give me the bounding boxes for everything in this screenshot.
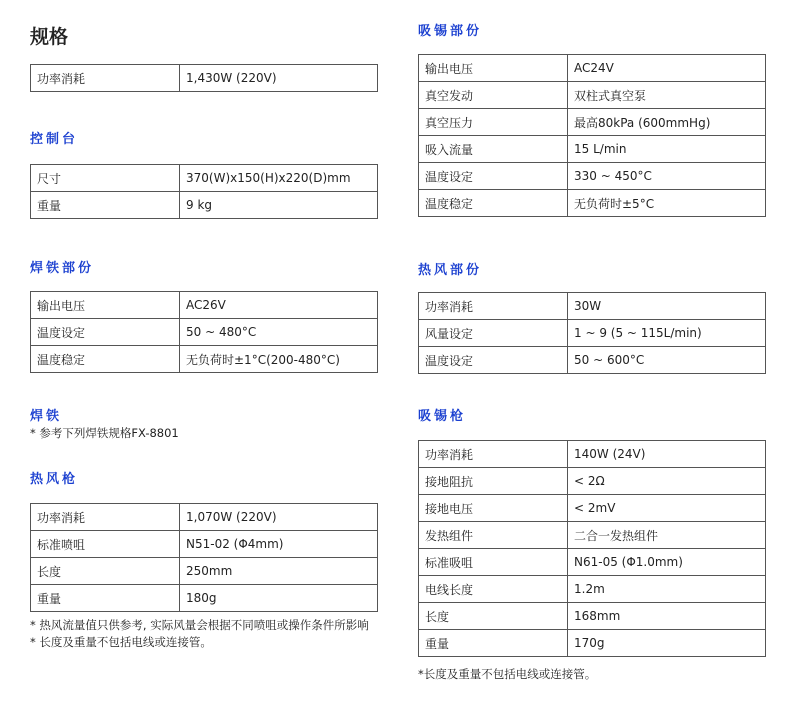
- table-row: [419, 347, 766, 374]
- table-row: [419, 163, 766, 190]
- spec-key: 温度稳定: [419, 190, 568, 217]
- spec-key: 重量: [419, 630, 568, 657]
- section-title-hotair-gun: 热风枪: [30, 472, 79, 487]
- table-row: [419, 82, 766, 109]
- table-row: [419, 603, 766, 630]
- spec-value: 168mm: [568, 603, 766, 630]
- hotair-gun-note-length: * 长度及重量不包括电线或连接管。: [30, 635, 212, 649]
- spec-key: 输出电压: [419, 55, 568, 82]
- spec-key: 温度设定: [419, 347, 568, 374]
- spec-key: 接地阻抗: [419, 468, 568, 495]
- spec-key: 重量: [31, 192, 180, 219]
- spec-value: 50 ~ 480°C: [180, 319, 378, 346]
- table-row: [419, 495, 766, 522]
- spec-value: 140W (24V): [568, 441, 766, 468]
- table-row: [419, 109, 766, 136]
- table-row: [31, 531, 378, 558]
- spec-value: 370(W)x150(H)x220(D)mm: [180, 165, 378, 192]
- spec-key: 温度设定: [419, 163, 568, 190]
- spec-value: 1,070W (220V): [180, 504, 378, 531]
- spec-key: 功率消耗: [31, 504, 180, 531]
- spec-key: 温度设定: [31, 319, 180, 346]
- table-row: [31, 504, 378, 531]
- power-table: [30, 64, 378, 92]
- spec-key: 真空发动: [419, 82, 568, 109]
- table-row: [419, 441, 766, 468]
- table-row: [419, 190, 766, 217]
- spec-value: AC26V: [180, 292, 378, 319]
- spec-key: 吸入流量: [419, 136, 568, 163]
- iron-note: * 参考下列焊铁规格FX-8801: [30, 426, 179, 440]
- spec-value: AC24V: [568, 55, 766, 82]
- table-row: [31, 65, 378, 92]
- spec-key: 接地电压: [419, 495, 568, 522]
- spec-key: 发热组件: [419, 522, 568, 549]
- spec-value: 250mm: [180, 558, 378, 585]
- table-row: [419, 630, 766, 657]
- table-row: [31, 319, 378, 346]
- table-row: [419, 549, 766, 576]
- spec-key: 功率消耗: [419, 441, 568, 468]
- spec-key: 标准吸咀: [419, 549, 568, 576]
- spec-key: 重量: [31, 585, 180, 612]
- table-row: [31, 585, 378, 612]
- spec-value: 15 L/min: [568, 136, 766, 163]
- spec-value: 1.2m: [568, 576, 766, 603]
- spec-value: < 2mV: [568, 495, 766, 522]
- table-row: [31, 346, 378, 373]
- section-title-hotair: 热风部份: [418, 263, 483, 278]
- desolder-gun-table: [418, 440, 766, 657]
- spec-key: 功率消耗: [419, 293, 568, 320]
- spec-value: 9 kg: [180, 192, 378, 219]
- table-row: [419, 55, 766, 82]
- section-title-desolder-gun: 吸锡枪: [418, 409, 467, 424]
- hotair-table: [418, 292, 766, 374]
- desolder-gun-note: *长度及重量不包括电线或连接管。: [418, 667, 597, 681]
- spec-key: 长度: [419, 603, 568, 630]
- spec-value: 最高80kPa (600mmHg): [568, 109, 766, 136]
- table-row: [419, 468, 766, 495]
- page-title: 规格: [30, 26, 69, 48]
- console-table: [30, 164, 378, 219]
- soldering-table: [30, 291, 378, 373]
- section-title-desolder: 吸锡部份: [418, 24, 483, 39]
- spec-value: N61-05 (Φ1.0mm): [568, 549, 766, 576]
- table-row: [419, 522, 766, 549]
- table-row: [31, 165, 378, 192]
- hotair-gun-table: [30, 503, 378, 612]
- spec-value: 1,430W (220V): [180, 65, 378, 92]
- spec-key: 标准喷咀: [31, 531, 180, 558]
- table-row: [31, 192, 378, 219]
- spec-key: 真空压力: [419, 109, 568, 136]
- spec-value: 50 ~ 600°C: [568, 347, 766, 374]
- table-row: [31, 292, 378, 319]
- hotair-gun-note-flow: * 热风流量值只供参考, 实际风量会根据不同喷咀或操作条件所影响: [30, 618, 369, 632]
- spec-key: 温度稳定: [31, 346, 180, 373]
- spec-value: 1 ~ 9 (5 ~ 115L/min): [568, 320, 766, 347]
- spec-key: 风量设定: [419, 320, 568, 347]
- spec-key: 长度: [31, 558, 180, 585]
- spec-value: < 2Ω: [568, 468, 766, 495]
- table-row: [31, 558, 378, 585]
- desolder-table: [418, 54, 766, 217]
- spec-value: N51-02 (Φ4mm): [180, 531, 378, 558]
- spec-value: 170g: [568, 630, 766, 657]
- spec-key: 输出电压: [31, 292, 180, 319]
- spec-value: 无负荷时±5°C: [568, 190, 766, 217]
- section-title-iron: 焊铁: [30, 409, 63, 424]
- spec-value: 二合一发热组件: [568, 522, 766, 549]
- spec-key: 功率消耗: [31, 65, 180, 92]
- spec-value: 30W: [568, 293, 766, 320]
- spec-value: 330 ~ 450°C: [568, 163, 766, 190]
- spec-key: 电线长度: [419, 576, 568, 603]
- table-row: [419, 320, 766, 347]
- table-row: [419, 136, 766, 163]
- table-row: [419, 293, 766, 320]
- spec-key: 尺寸: [31, 165, 180, 192]
- section-title-console: 控制台: [30, 132, 79, 147]
- spec-value: 180g: [180, 585, 378, 612]
- table-row: [419, 576, 766, 603]
- section-title-soldering: 焊铁部份: [30, 261, 95, 276]
- spec-value: 无负荷时±1°C(200-480°C): [180, 346, 378, 373]
- spec-value: 双柱式真空泵: [568, 82, 766, 109]
